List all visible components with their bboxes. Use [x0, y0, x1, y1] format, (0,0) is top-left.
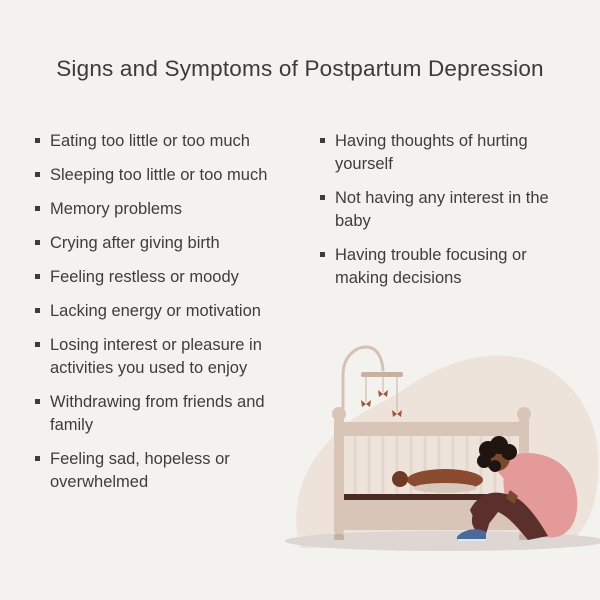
- symptom-item: [319, 130, 569, 176]
- symptom-text: Having trouble focusing or making decisions: [335, 246, 527, 287]
- illustration: [280, 340, 600, 600]
- page-title: Signs and Symptoms of Postpartum Depression: [56, 56, 544, 81]
- symptom-item: [34, 232, 294, 255]
- symptom-item: [34, 198, 294, 221]
- symptom-item: [34, 164, 294, 187]
- bullet-icon: [35, 172, 40, 177]
- symptom-item: [34, 391, 294, 437]
- bullet-icon: [35, 206, 40, 211]
- bullet-icon: [35, 274, 40, 279]
- symptom-text: Not having any interest in the baby: [335, 189, 549, 230]
- symptom-item: [319, 244, 569, 290]
- symptom-item: [34, 300, 294, 323]
- symptom-text: Crying after giving birth: [50, 234, 220, 252]
- bullet-icon: [320, 138, 325, 143]
- bullet-icon: [35, 456, 40, 461]
- bullet-icon: [320, 252, 325, 257]
- symptom-item: [34, 266, 294, 289]
- symptom-item: [34, 334, 294, 380]
- bullet-icon: [35, 399, 40, 404]
- symptom-text: Memory problems: [50, 200, 183, 218]
- bullet-icon: [35, 240, 40, 245]
- bullet-icon: [35, 308, 40, 313]
- symptom-item: [34, 130, 294, 153]
- symptom-text: Sleeping too little or too much: [50, 166, 268, 184]
- symptom-item: [319, 187, 569, 233]
- symptom-text: Having thoughts of hurting yourself: [335, 132, 528, 173]
- bullet-icon: [35, 342, 40, 347]
- symptom-text: Lacking energy or motivation: [50, 302, 261, 320]
- symptom-text: Feeling sad, hopeless or overwhelmed: [50, 450, 230, 491]
- symptom-text: Withdrawing from friends and family: [50, 393, 265, 434]
- symptom-item: [34, 448, 294, 494]
- bullet-icon: [320, 195, 325, 200]
- symptom-list-left: [34, 130, 294, 505]
- symptom-text: Feeling restless or moody: [50, 268, 239, 286]
- bullet-icon: [35, 138, 40, 143]
- symptom-text: Eating too little or too much: [50, 132, 250, 150]
- symptom-list-right: [319, 130, 569, 301]
- symptom-text: Losing interest or pleasure in activities you used to enjoy: [50, 336, 262, 377]
